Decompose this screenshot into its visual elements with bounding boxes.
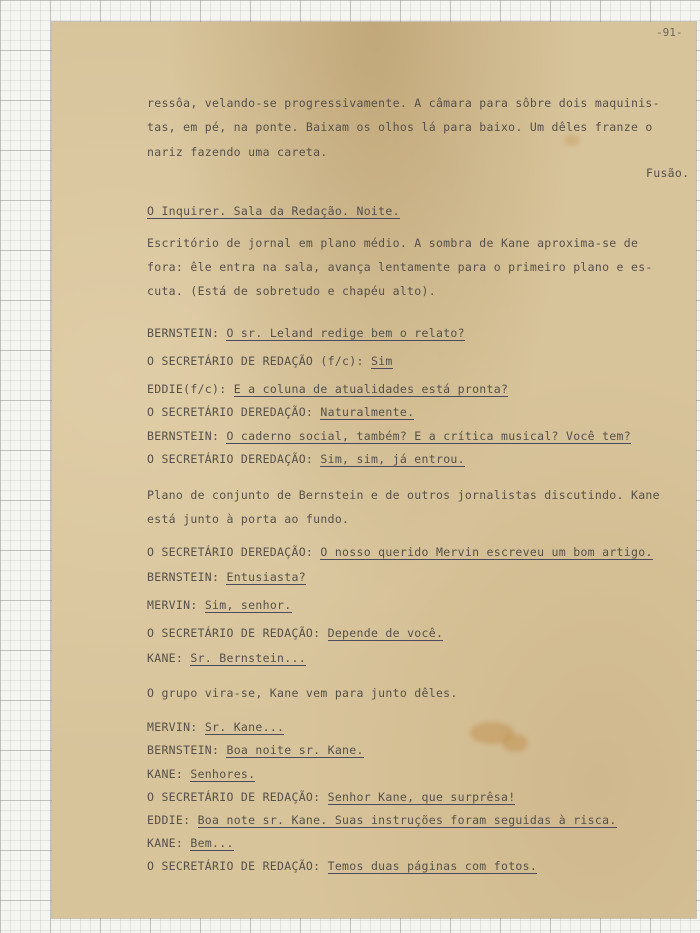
speaker: KANE: [147, 651, 184, 665]
speaker: O SECRETÁRIO DE REDAÇÃO: [147, 790, 321, 804]
text-line: Plano de conjunto de Bernstein e de outros jornalistas discutindo. Kane [147, 488, 660, 502]
dialogue-line [147, 720, 284, 734]
transition-label: Fusão. [646, 166, 690, 180]
speech: O caderno social, também? E a crítica musical? Você tem? [226, 429, 632, 443]
speech: Sr. Bernstein... [190, 651, 306, 665]
dialogue-line [147, 767, 255, 781]
dialogue-line [147, 429, 631, 443]
speech: Depende de você. [327, 626, 444, 640]
speech: Boa noite sr. Kane. [226, 743, 364, 757]
speech: Sr. Kane... [204, 720, 285, 734]
speech: Bem... [190, 836, 234, 850]
speaker: KANE: [147, 767, 184, 781]
dialogue-line [147, 354, 393, 368]
dialogue-line [147, 545, 653, 559]
speaker: O SECRETÁRIO DE REDAÇÃO (f/c): [147, 354, 364, 368]
stain [564, 134, 580, 146]
speaker: KANE: [147, 836, 184, 850]
text-line: O grupo vira-se, Kane vem para junto dêles. [147, 686, 458, 700]
dialogue-line [147, 326, 465, 340]
text-line: ressôa, velando-se progressivamente. A câmara para sôbre dois maquinis- [147, 96, 660, 110]
speech: Naturalmente. [320, 405, 415, 419]
speaker: MERVIN: [147, 598, 198, 612]
dialogue-line [147, 836, 234, 850]
speech: O nosso querido Mervin escreveu um bom artigo. [320, 545, 653, 559]
speaker: BERNSTEIN: [147, 326, 220, 340]
speech: Senhor Kane, que surprêsa! [327, 790, 516, 804]
speech: O sr. Leland redige bem o relato? [226, 326, 465, 340]
speaker: MERVIN: [147, 720, 198, 734]
dialogue-line [147, 405, 414, 419]
text-line: cuta. (Está de sobretudo e chapéu alto). [147, 284, 436, 298]
page-number: -91- [656, 26, 683, 39]
dialogue-line [147, 859, 537, 873]
stain [502, 734, 528, 752]
text-line: está junto à porta ao fundo. [147, 512, 350, 526]
speech: Entusiasta? [226, 570, 306, 584]
dialogue-line [147, 651, 306, 665]
speech: Temos duas páginas com fotos. [327, 859, 538, 873]
scene-heading: O Inquirer. Sala da Redação. Noite. [147, 204, 400, 218]
text-line: nariz fazendo uma careta. [147, 145, 328, 159]
speaker: O SECRETÁRIO DE REDAÇÃO: [147, 859, 321, 873]
speaker: O SECRETÁRIO DEREDAÇÃO: [147, 405, 314, 419]
speaker: BERNSTEIN: [147, 743, 220, 757]
dialogue-line [147, 382, 508, 396]
speech: Sim, senhor. [204, 598, 292, 612]
speaker: BERNSTEIN: [147, 429, 220, 443]
dialogue-line [147, 743, 364, 757]
dialogue-line [147, 790, 515, 804]
speaker: O SECRETÁRIO DE REDAÇÃO: [147, 626, 321, 640]
dialogue-line [147, 570, 306, 584]
speech: Sim [370, 354, 393, 368]
speech: Boa note sr. Kane. Suas instruções foram seguidas à risca. [197, 813, 617, 827]
text-line: tas, em pé, na ponte. Baixam os olhos lá para baixo. Um dêles franze o [147, 120, 653, 134]
dialogue-line [147, 598, 292, 612]
speech: Sim, sim, já entrou. [320, 452, 465, 466]
speech: E a coluna de atualidades está pronta? [233, 382, 509, 396]
text-line: fora: êle entra na sala, avança lentamente para o primeiro plano e es- [147, 260, 653, 274]
speaker: EDDIE: [147, 813, 191, 827]
dialogue-line [147, 626, 443, 640]
speaker: O SECRETÁRIO DEREDAÇÃO: [147, 545, 314, 559]
dialogue-line [147, 452, 465, 466]
speech: Senhores. [190, 767, 256, 781]
text-line: Escritório de jornal em plano médio. A sombra de Kane aproxima-se de [147, 236, 639, 250]
speaker: EDDIE(f/c): [147, 382, 227, 396]
dialogue-line [147, 813, 617, 827]
speaker: BERNSTEIN: [147, 570, 220, 584]
speaker: O SECRETÁRIO DEREDAÇÃO: [147, 452, 314, 466]
